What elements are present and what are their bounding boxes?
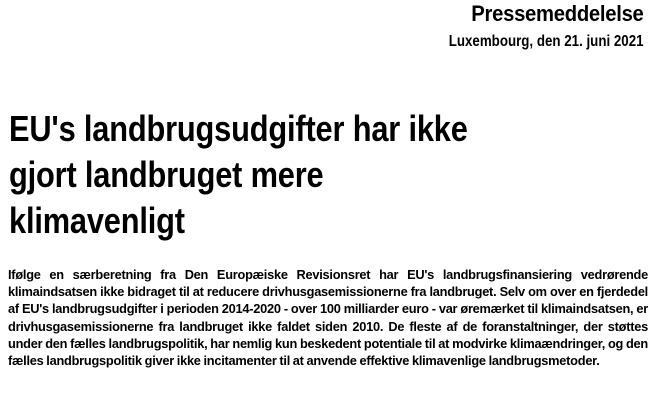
release-header [417,0,644,52]
press-release-headline [9,106,625,244]
headline-line-3: klimavenligt [9,200,185,241]
headline-line-2: gjort landbruget mere [9,154,324,195]
lead-paragraph: Ifølge en særberetning fra Den Europæiske Revisionsret har EU's landbrugsfinansiering vedrørende klimaindsatsen ikke bidraget til at reducere drivhusgasemissionerne fra landbruget. Selv om over en fjerdedel af EU's landbrugsudgifter i perioden 2014-2020 - over 100 milliarder euro - var øremærket til klimaindsatsen, er drivhusgasemissionerne fra landbruget ikke faldet siden 2010. De fleste af de foranstaltninger, der støttes under den fælles landbrugspolitik, har nemlig kun beskedent potentiale til at modvirke klimaændringer, og den fælles landbrugspolitik giver ikke incitamenter til at anvende effektive klimavenlige landbrugsmetoder. [8,267,648,369]
headline-line-1: EU's landbrugsudgifter har ikke [9,108,468,149]
document-type-label: Pressemeddelelse [471,1,644,26]
place-and-date: Luxembourg, den 21. juni 2021 [449,33,644,50]
